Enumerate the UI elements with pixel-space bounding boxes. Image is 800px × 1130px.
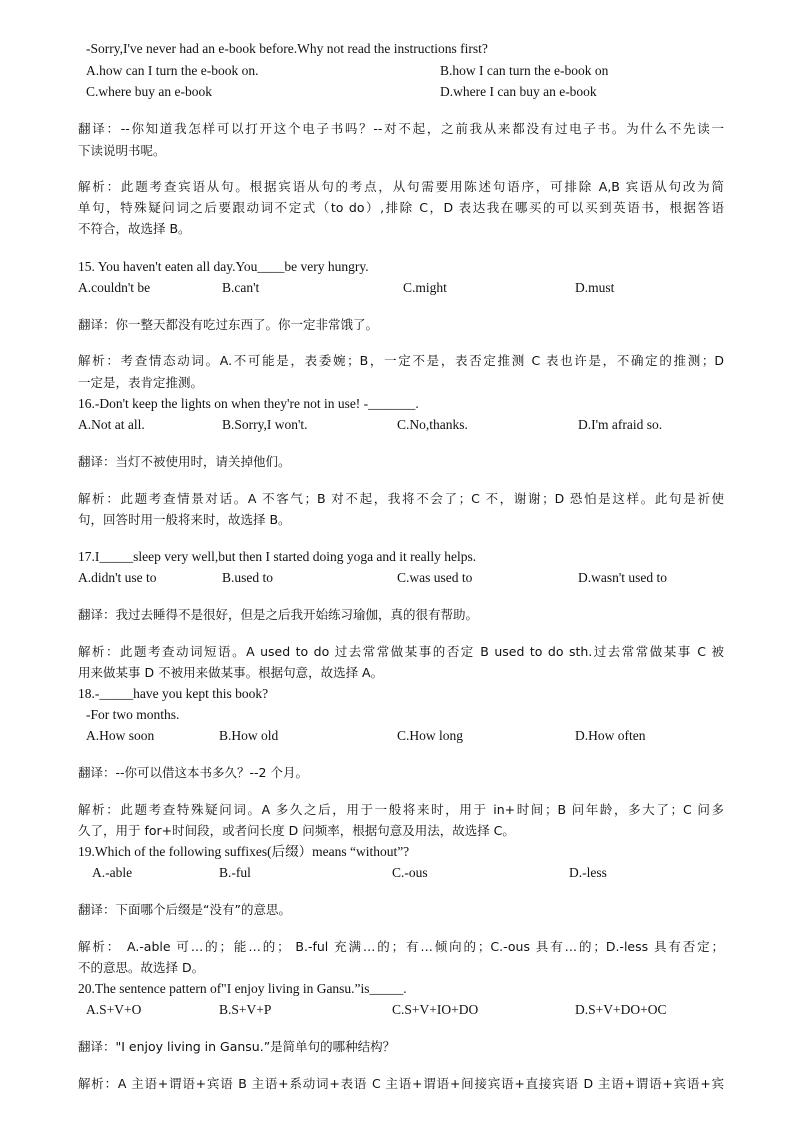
q14-option-c: C.where buy an e-book [86, 84, 212, 99]
q16-analysis-line2: 句，回答时用一般将来时，故选择 B。 [78, 512, 291, 527]
q19-option-b: B.-ful [219, 865, 251, 880]
q18-analysis-line1: 解析：此题考查特殊疑问词。A 多久之后，用于一般将来时，用于 in+时间；B 问年龄，多大了；C 问多 [78, 802, 724, 817]
q18-option-d: D.How often [575, 728, 646, 743]
q20-option-c: C.S+V+IO+DO [392, 1002, 479, 1017]
q16-analysis-line1: 解析：此题考查情景对话。A 不客气；B 对不起，我将不会了；C 不，谢谢；D 恐怕是这样。此句是祈使 [78, 491, 724, 506]
q16-option-a: A.Not at all. [78, 417, 145, 432]
q16-option-b: B.Sorry,I won't. [222, 417, 308, 432]
q20-analysis-line1: 解析：A 主语+谓语+宾语 B 主语+系动词+表语 C 主语+谓语+间接宾语+直接宾语 D 主语+谓语+宾语+宾 [78, 1076, 724, 1091]
q15-option-b: B.can't [222, 280, 260, 295]
q19-option-c: C.-ous [392, 865, 428, 880]
q17-analysis-line2: 用来做某事 D 不被用来做某事。根据句意，故选择 A。 [78, 665, 384, 680]
q19-option-d: D.-less [569, 865, 607, 880]
q17-option-d: D.wasn't used to [578, 570, 668, 585]
q15-option-a: A.couldn't be [78, 280, 151, 295]
q17-option-a: A.didn't use to [78, 570, 157, 585]
q18-option-c: C.How long [397, 728, 464, 743]
q17-option-c: C.was used to [397, 570, 473, 585]
q18-option-a: A.How soon [86, 728, 155, 743]
q20-question: 20.The sentence pattern of"I enjoy living in Gansu.”is_____. [78, 981, 407, 996]
q14-translation-line1: 翻译：--你知道我怎样可以打开这个电子书吗？--对不起，之前我从来都没有过电子书。为什么不先读一 [78, 121, 724, 136]
q19-question: 19.Which of the following suffixes(后缀）means “without”? [78, 844, 410, 859]
q14-analysis-line3: 不符合，故选择 B。 [78, 221, 191, 236]
q15-analysis-line1: 解析：考查情态动词。A.不可能是，表委婉；B，一定不是，表否定推测 C 表也许是，不确定的推测；D [78, 353, 724, 368]
q17-analysis-line1: 解析：此题考查动词短语。A used to do 过去常常做某事的否定 B used to do sth.过去常常做某事 C 被 [78, 644, 724, 659]
q14-analysis-line2: 单句，特殊疑问词之后要跟动词不定式（to do）,排除 C，D 表达我在哪买的可以买到英语书，根据答语 [78, 200, 724, 215]
q14-option-d: D.where I can buy an e-book [440, 84, 597, 99]
q15-option-c: C.might [403, 280, 447, 295]
q17-translation: 翻译：我过去睡得不是很好，但是之后我开始练习瑜伽，真的很有帮助。 [78, 607, 479, 622]
q19-analysis-line2: 不的意思。故选择 D。 [78, 960, 205, 975]
q20-option-b: B.S+V+P [219, 1002, 272, 1017]
q20-translation: 翻译："I enjoy living in Gansu.”是简单句的哪种结构？ [78, 1039, 396, 1054]
q19-analysis-line1: 解析： A.-able 可…的；能…的； B.-ful 充满…的；有…倾向的；C.-ous 具有…的；D.-less 具有否定； [78, 939, 724, 954]
q18-analysis-line2: 久了，用于 for+时间段，或者问长度 D 问频率，根据句意及用法，故选择 C。 [78, 823, 515, 838]
q15-analysis-line2: 一定是，表肯定推测。 [78, 375, 204, 390]
q19-option-a: A.-able [92, 865, 133, 880]
q14-analysis-line1: 解析：此题考查宾语从句。根据宾语从句的考点，从句需要用陈述句语序，可排除 A,B 宾语从句改为简 [78, 179, 724, 194]
q14-reply: -Sorry,I've never had an e-book before.Why not read the instructions first? [86, 41, 488, 56]
q16-option-d: D.I'm afraid so. [578, 417, 663, 432]
q20-option-d: D.S+V+DO+OC [575, 1002, 667, 1017]
q19-translation: 翻译：下面哪个后缀是“没有”的意思。 [78, 902, 291, 917]
q15-translation: 翻译：你一整天都没有吃过东西了。你一定非常饿了。 [78, 317, 379, 332]
q16-option-c: C.No,thanks. [397, 417, 468, 432]
q15-question: 15. You haven't eaten all day.You____be very hungry. [78, 259, 369, 274]
q18-option-b: B.How old [219, 728, 279, 743]
q15-option-d: D.must [575, 280, 615, 295]
q16-translation: 翻译：当灯不被使用时，请关掉他们。 [78, 454, 291, 469]
q17-question: 17.I_____sleep very well,but then I started doing yoga and it really helps. [78, 549, 477, 564]
q16-question: 16.-Don't keep the lights on when they're not in use! -_______. [78, 396, 419, 411]
q14-option-a: A.how can I turn the e-book on. [86, 63, 259, 78]
q17-option-b: B.used to [222, 570, 274, 585]
q14-option-b: B.how I can turn the e-book on [440, 63, 609, 78]
q14-translation-line2: 下读说明书呢。 [78, 143, 166, 158]
q20-option-a: A.S+V+O [86, 1002, 142, 1017]
q18-translation: 翻译：--你可以借这本书多久？--2 个月。 [78, 765, 308, 780]
q18-reply: -For two months. [86, 707, 180, 722]
q18-question: 18.-_____have you kept this book? [78, 686, 269, 701]
